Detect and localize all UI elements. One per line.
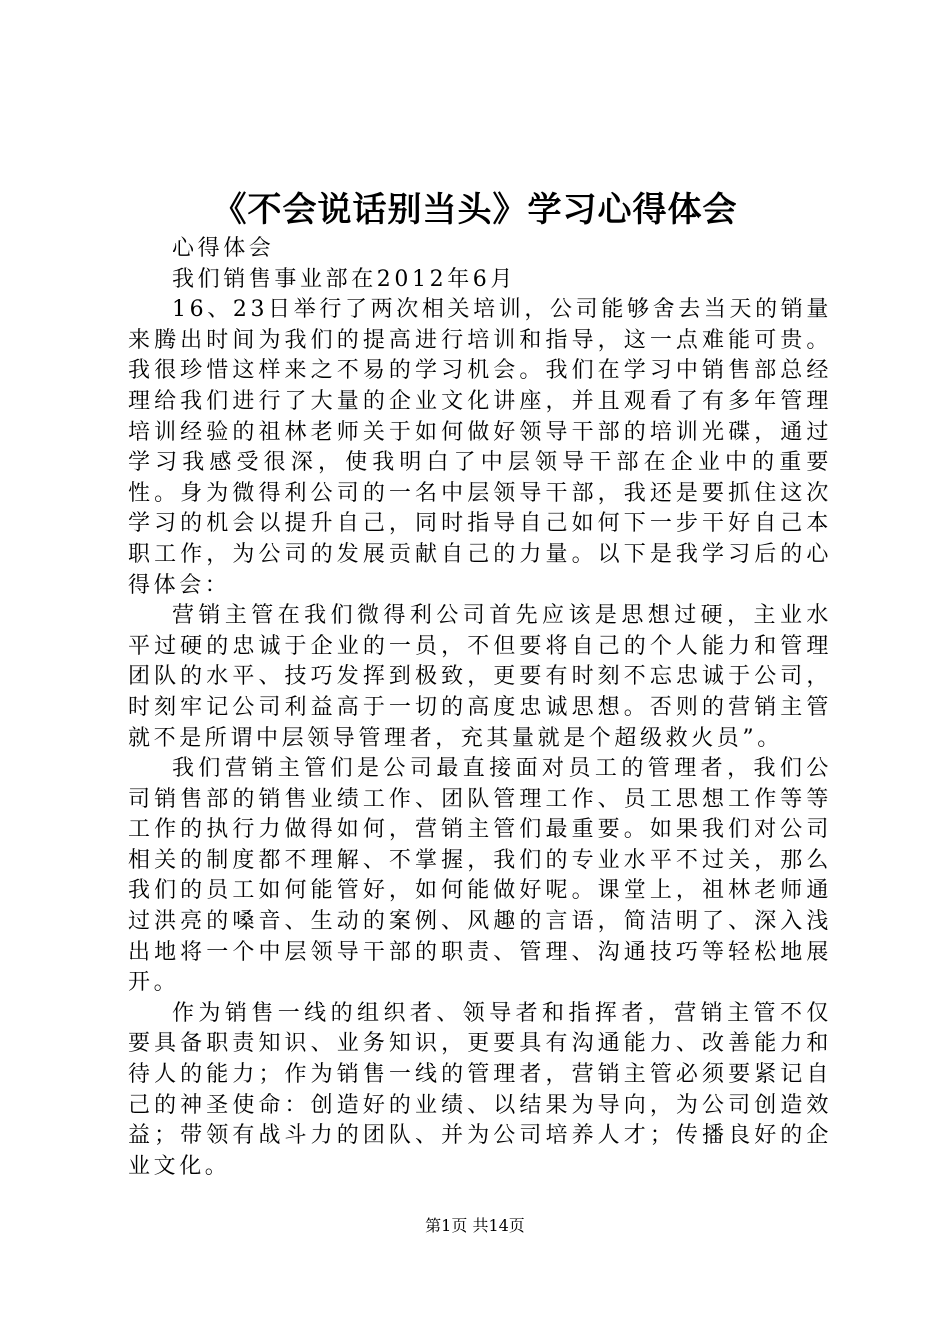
paragraph-heading: 心得体会 xyxy=(172,236,275,261)
paragraph-loyalty: 营销主管在我们微得利公司首先应该是思想过硬，主业水平过硬的忠诚于企业的一员，不但要将自己的个人能力和管理团队的水平、技巧发挥到极致，更要有时刻不忘忠诚于公司，时刻牢记公司利益高于一切的高度忠诚思想。否则的营销主管就不是所谓中层领导管理者，充其量就是个超级救火员”。 xyxy=(128,603,832,751)
document-title: 《不会说话别当头》学习心得体会 xyxy=(212,190,738,230)
paragraph-mission: 作为销售一线的组织者、领导者和指挥者，营销主管不仅要具备职责知识、业务知识，更要具有沟通能力、改善能力和待人的能力；作为销售一线的管理者，营销主管必须要紧记自己的神圣使命：创造好的业绩、以结果为导向，为公司创造效益；带领有战斗力的团队、并为公司培养人才；传播良好的企业文化。 xyxy=(128,1000,832,1179)
page-number-footer: 第1页 共14页 xyxy=(425,1216,525,1235)
paragraph-execution: 我们营销主管们是公司最直接面对员工的管理者，我们公司销售部的销售业绩工作、团队管理工作、员工思想工作等等工作的执行力做得如何，营销主管们最重要。如果我们对公司相关的制度都不理解、不掌握，我们的专业水平不过关，那么我们的员工如何能管好，如何能做好呢。课堂上，祖林老师通过洪亮的嗓音、生动的案例、风趣的言语，简洁明了、深入浅出地将一个中层领导干部的职责、管理、沟通技巧等轻松地展开。 xyxy=(128,756,832,996)
paragraph-training: 16、23日举行了两次相关培训，公司能够舍去当天的销量来腾出时间为我们的提高进行培训和指导，这一点难能可贵。我很珍惜这样来之不易的学习机会。我们在学习中销售部总经理给我们进行了大量的企业文化讲座，并且观看了有多年管理培训经验的祖林老师关于如何做好领导干部的培训光碟，通过学习我感受很深，使我明白了中层领导干部在企业中的重要性。身为微得利公司的一名中层领导干部，我还是要抓住这次学习的机会以提升自己，同时指导自己如何下一步干好自己本职工作，为公司的发展贡献自己的力量。以下是我学习后的心得体会： xyxy=(128,297,832,598)
paragraph-intro: 我们销售事业部在2012年6月 xyxy=(172,266,516,292)
document-body xyxy=(128,234,832,1182)
